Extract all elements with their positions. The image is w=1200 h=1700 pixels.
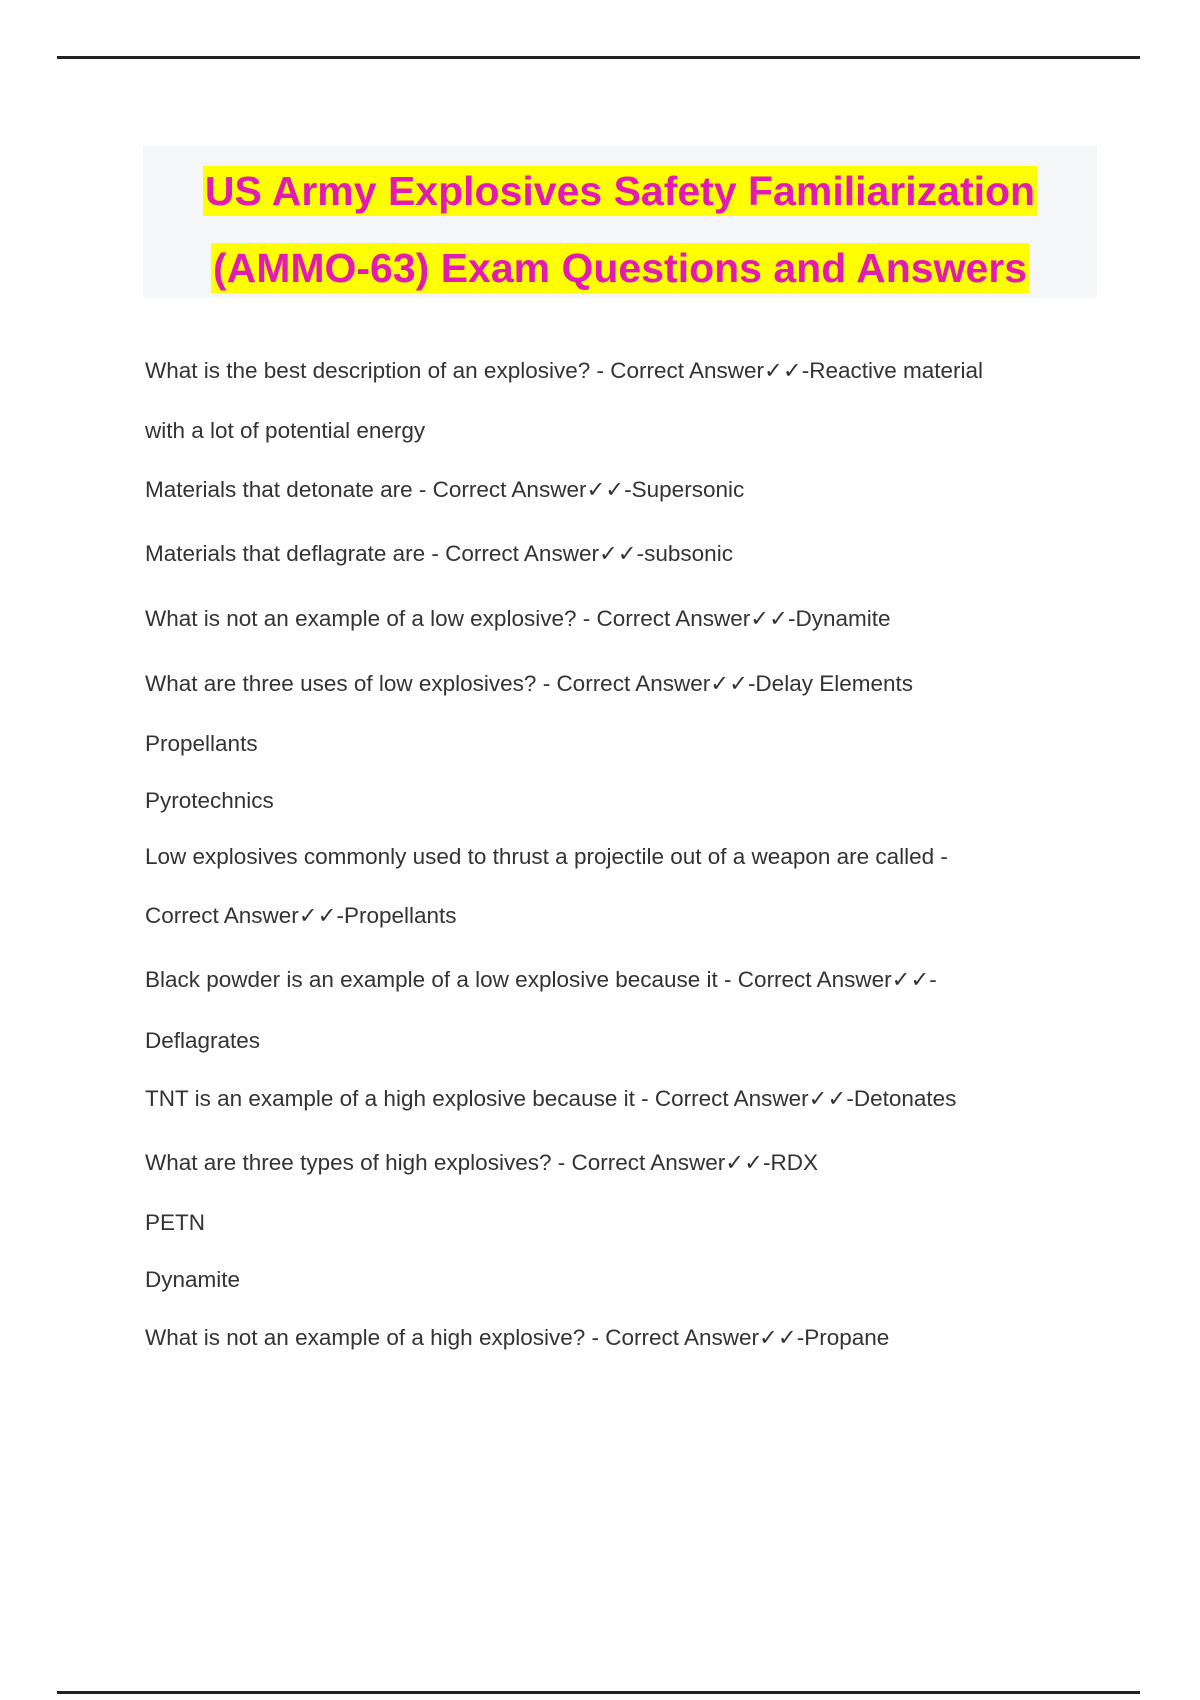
qa-line: with a lot of potential energy: [145, 418, 426, 443]
footer-rule: [57, 1691, 1140, 1694]
qa-line: Black powder is an example of a low explosive because it - Correct Answer✓✓-: [145, 967, 937, 992]
title-text-1: US Army Explosives Safety Familiarization: [204, 168, 1036, 214]
title-line-1: [143, 168, 1097, 215]
qa-line: Pyrotechnics: [145, 788, 274, 813]
qa-line: What is the best description of an explosive? - Correct Answer✓✓-Reactive material: [145, 358, 984, 383]
qa-line: Deflagrates: [145, 1028, 261, 1053]
qa-line: What are three uses of low explosives? - Correct Answer✓✓-Delay Elements: [145, 671, 913, 696]
qa-line: PETN: [145, 1210, 206, 1235]
qa-line: Dynamite: [145, 1267, 241, 1292]
qa-line: Materials that deflagrate are - Correct Answer✓✓-subsonic: [145, 541, 733, 566]
qa-line: Propellants: [145, 731, 258, 756]
title-box: [143, 146, 1097, 298]
qa-line: Low explosives commonly used to thrust a projectile out of a weapon are called -: [145, 844, 948, 869]
qa-line: What are three types of high explosives? - Correct Answer✓✓-RDX: [145, 1150, 818, 1175]
qa-line: What is not an example of a high explosive? - Correct Answer✓✓-Propane: [145, 1325, 890, 1350]
qa-line: Correct Answer✓✓-Propellants: [145, 903, 457, 928]
qa-line: What is not an example of a low explosive? - Correct Answer✓✓-Dynamite: [145, 606, 891, 631]
title-line-2: [143, 245, 1097, 292]
header-rule: [57, 56, 1140, 59]
qa-line: Materials that detonate are - Correct Answer✓✓-Supersonic: [145, 477, 745, 502]
qa-line: TNT is an example of a high explosive because it - Correct Answer✓✓-Detonates: [145, 1086, 957, 1111]
title-text-2: (AMMO-63) Exam Questions and Answers: [212, 245, 1028, 291]
